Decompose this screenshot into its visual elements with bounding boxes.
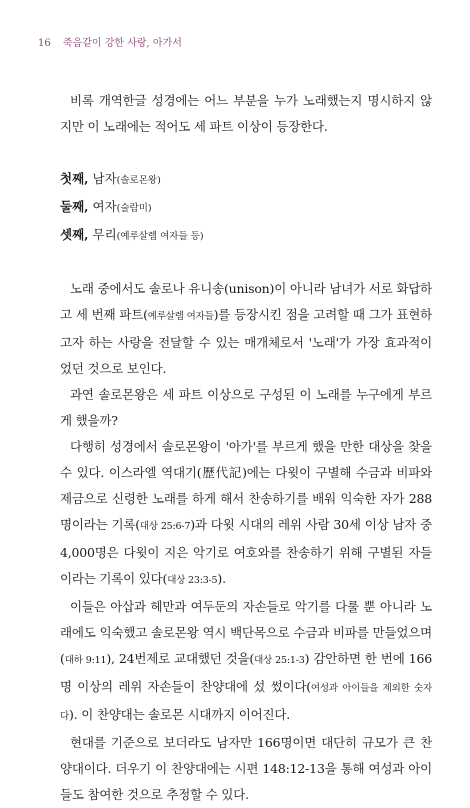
book-title: 죽음같이 강한 사랑, 아가서 xyxy=(62,38,182,49)
part-note: (예루살렘 여자들 등) xyxy=(116,231,204,242)
list-item xyxy=(60,194,432,222)
part-note: (술람미) xyxy=(116,203,152,214)
page-number: 16 xyxy=(38,38,51,49)
part-label: 여자 xyxy=(92,199,117,214)
inline-note: 대하 9:11 xyxy=(64,655,107,666)
paragraph-question: 과연 솔로몬왕은 세 파트 이상으로 구성된 이 노래를 누구에게 부르게 했을까? xyxy=(60,387,432,428)
list-item xyxy=(60,166,432,194)
part-label: 무리 xyxy=(92,227,117,242)
part-note: (솔로몬왕) xyxy=(116,175,161,186)
inline-note: 여성과 아이들을 제외한 숫자다 xyxy=(60,683,433,722)
part-label: 남자 xyxy=(92,171,117,186)
paragraph-levites: 이들은 아삽과 헤만과 여두둔의 자손들로 악기를 다룰 뿐 아니라 노래에도 익숙했고 솔로몬왕 역시 백단목으로 수금과 비파를 만들었으며(대하 9:11), 24번제로 교대했던 것을(대상 25:1-3) 감안하면 한 번에 166명 이상의 레위 자손들이 찬양대에 섰 썼이다(여성과 아이들을 제외한 숫자다). 이 찬양대는 솔로몬 시대까지 이어진다. xyxy=(60,599,433,722)
part-ordinal: 둘째, xyxy=(60,199,89,214)
paragraph-choir: 현대를 기준으로 보더라도 남자만 166명이면 대단히 규모가 큰 찬양대이다. 더우기 이 찬양대에는 시편 148:12-13을 통해 여성과 아이들도 참여한 것으로 추정할 수 있다. xyxy=(60,735,432,802)
part-ordinal: 첫째, xyxy=(60,171,89,186)
inline-note: 대상 25:6-7 xyxy=(139,521,191,532)
inline-note: 예루살렘 여자들 xyxy=(147,311,214,322)
part-ordinal: 셋째, xyxy=(60,227,89,242)
inline-note: 대상 23:3-5 xyxy=(167,575,218,586)
list-item xyxy=(60,222,432,250)
paragraph-intro: 비록 개역한글 성경에는 어느 부분을 누가 노래했는지 명시하지 않지만 이 노래에는 적어도 세 파트 이상이 등장한다. xyxy=(60,93,432,134)
parts-list xyxy=(60,166,432,250)
inline-note: 대상 25:1-3 xyxy=(254,655,305,666)
paragraph-song-parts: 노래 중에서도 솔로나 유니송(unison)이 아니라 남녀가 서로 화답하고 세 번째 파트(예루살렘 여자들)를 등장시킨 점을 고려할 때 그가 표현하고자 하는 사랑을 전달할 수 있는 매개체로서 '노래'가 가장 효과적이었던 것으로 보인다. xyxy=(60,281,432,376)
running-header xyxy=(38,34,182,49)
paragraph-chronicles: 다행히 성경에서 솔로몬왕이 '아가'를 부르게 했을 만한 대상을 찾을 수 있다. 이스라엘 역대기(歷代記)에는 다윗이 구별해 수금과 비파와 제금으로 신령한 노래를 하게 해서 찬송하기를 배워 익숙한 자가 288명이라는 기록(대상 25:6-7)과 다윗 시대의 레위 사람 30세 이상 남자 중 4,000명은 다윗이 지은 악기로 여호와를 찬송하기 위해 구별된 자들이라는 기록이 있다(대상 23:3-5). xyxy=(60,439,433,586)
page-body xyxy=(60,88,432,808)
